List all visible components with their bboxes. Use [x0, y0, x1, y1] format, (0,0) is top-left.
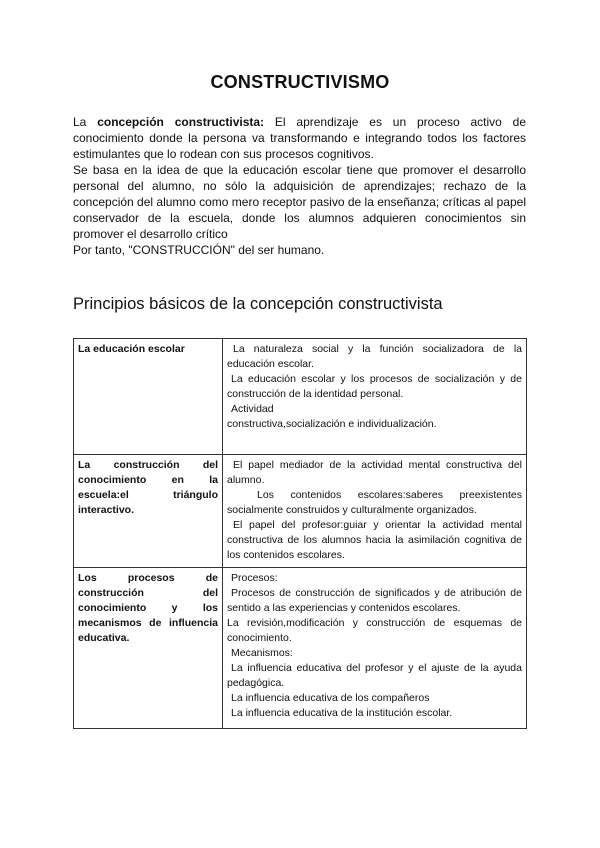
row-content — [223, 568, 527, 729]
content-line: Procesos: — [231, 572, 278, 584]
table-row — [74, 339, 527, 455]
intro-lead-bold: concepción constructivista: — [97, 115, 265, 129]
content-line: Procesos de construcción de significados y de atribución de sentido a las experiencias y contenidos escolares. — [227, 587, 522, 614]
content-line: La influencia educativa de los compañeros — [231, 692, 430, 704]
content-line: El papel mediador de la actividad mental constructiva del alumno. — [227, 459, 522, 486]
intro-text — [73, 114, 526, 258]
content-line: La influencia educativa del profesor y el ajuste de la ayuda pedagógica. — [227, 662, 522, 689]
intro-paragraph-1 — [73, 114, 526, 162]
intro-lead-rest: El aprendizaje es un proceso activo de conocimiento donde la persona va transformando e integrando todos los factores estimulantes que lo rodean con sus procesos cognitivos. — [73, 115, 526, 161]
table-row — [74, 568, 527, 729]
content-line: La influencia educativa de la institución escolar. — [231, 707, 453, 719]
content-line: La educación escolar y los procesos de socialización y de construcción de la identidad personal. — [227, 373, 522, 400]
row-content — [223, 339, 527, 455]
row-label: La educación escolar — [74, 339, 223, 455]
content-line: El papel del profesor:guiar y orientar la actividad mental constructiva de los alumnos hacia la asimilación cognitiva de los contenidos escolares. — [227, 519, 522, 561]
content-line: La revisión,modificación y construcción de esquemas de conocimiento. — [227, 617, 522, 644]
content-line: Los contenidos escolares:saberes preexistentes socialmente construidos y culturalmente organizados. — [227, 489, 522, 516]
row-label: Los procesos de construcción del conocimiento y los mecanismos de influencia educativa. — [74, 568, 223, 729]
content-line: Mecanismos: — [231, 647, 293, 659]
intro-lead-plain: La — [73, 115, 98, 129]
document-title: CONSTRUCTIVISMO — [210, 72, 390, 92]
row-label: La construcción del conocimiento en la escuela:el triángulo interactivo. — [74, 455, 223, 568]
section-heading: Principios básicos de la concepción constructivista — [73, 295, 443, 313]
intro-paragraph-3: Por tanto, "CONSTRUCCIÓN" del ser humano. — [73, 243, 325, 257]
content-line: constructiva,socialización e individualización. — [227, 418, 437, 430]
content-line: La naturaleza social y la función socializadora de la educación escolar. — [227, 343, 522, 370]
content-line: Actividad — [231, 403, 274, 415]
table-row — [74, 455, 527, 568]
intro-paragraph-2: Se basa en la idea de que la educación escolar tiene que promover el desarrollo personal del alumno, no sólo la adquisición de aprendizajes; rechazo de la concepción del alumno como mero receptor pasivo de la enseñanza; críticas al papel conservador de la escuela, donde los alumnos adquieren conocimientos sin promover el desarrollo crítico — [73, 163, 526, 241]
row-content — [223, 455, 527, 568]
principles-table — [73, 338, 527, 729]
